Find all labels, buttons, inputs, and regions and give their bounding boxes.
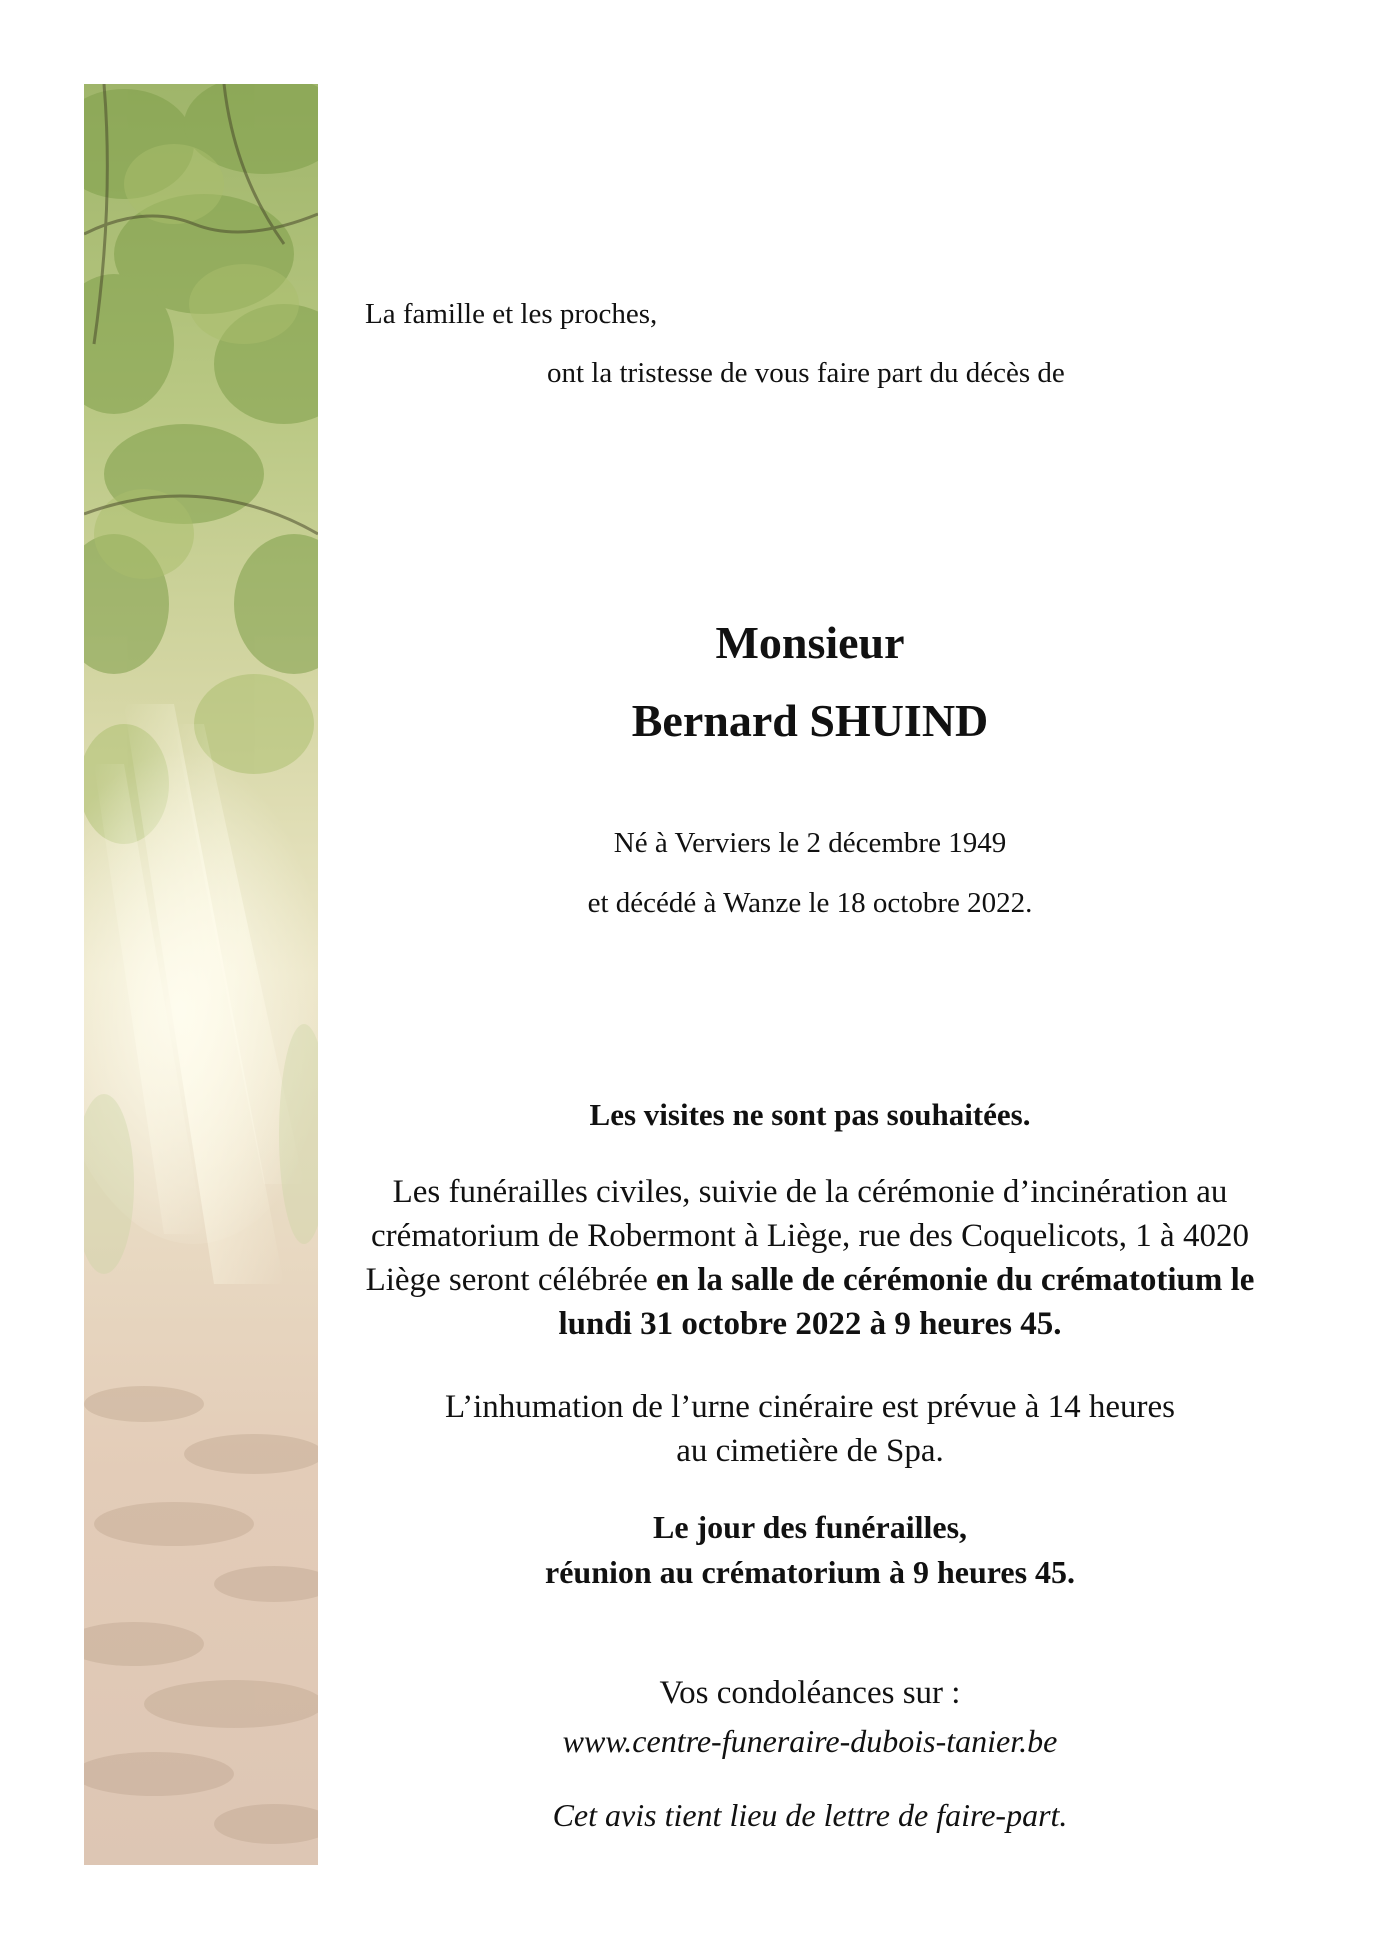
condolences-label: Vos condoléances sur : xyxy=(659,1675,961,1711)
intro-announcement-line: ont la tristesse de vous faire part du décès de xyxy=(547,357,1065,389)
deceased-name: Bernard SHUIND xyxy=(631,695,989,746)
gathering-line-2: réunion au crématorium à 9 heures 45. xyxy=(544,1554,1076,1590)
funeral-paragraph xyxy=(330,1170,1290,1346)
funeral-details: Les funérailles civiles, suivie de la cérémonie d’incinération au crématorium de Robermont à Liège, rue des Coquelicots, 1 à 4020 Liège seront célébrée xyxy=(365,1174,1249,1298)
birth-line: Né à Verviers le 2 décembre 1949 xyxy=(613,827,1007,859)
faire-part-notice: Cet avis tient lieu de lettre de faire-part. xyxy=(552,1797,1068,1833)
deceased-name-block xyxy=(330,604,1290,760)
gathering-paragraph xyxy=(330,1505,1290,1595)
burial-paragraph xyxy=(330,1385,1290,1473)
deceased-title: Monsieur xyxy=(715,617,905,668)
life-dates xyxy=(330,813,1290,933)
death-line: et décédé à Wanze le 18 octobre 2022. xyxy=(587,887,1033,919)
burial-line-2: au cimetière de Spa. xyxy=(676,1433,944,1469)
gathering-line-1: Le jour des funérailles, xyxy=(652,1509,968,1545)
burial-line-1: L’inhumation de l’urne cinéraire est prévue à 14 heures xyxy=(445,1389,1175,1425)
forest-path-image xyxy=(84,84,318,1865)
visits-notice: Les visites ne sont pas souhaitées. xyxy=(589,1097,1031,1132)
funeral-ceremony-time: en la salle de cérémonie du crématotium le lundi 31 octobre 2022 à 9 heures 45. xyxy=(558,1262,1255,1342)
condolences-link[interactable]: www.centre-funeraire-dubois-tanier.be xyxy=(562,1723,1058,1759)
intro-family-line: La famille et les proches, xyxy=(365,298,658,330)
